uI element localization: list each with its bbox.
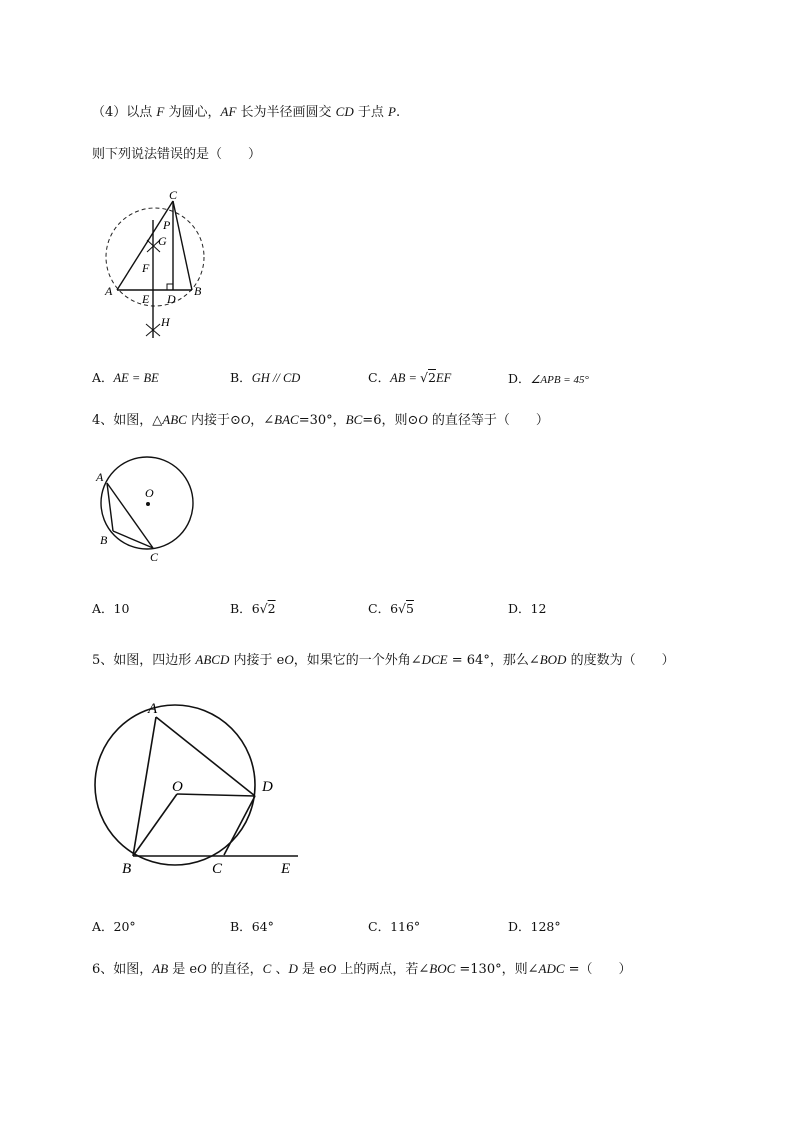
- q5-option-b[interactable]: B．64°: [230, 919, 274, 934]
- q3-option-c[interactable]: C．AB = √2EF: [368, 370, 452, 385]
- q4-option-c[interactable]: C．6√5: [368, 601, 414, 616]
- sqrt-sign: √: [259, 601, 268, 616]
- q3-question-text: 则下列说法错误的是（ ）: [92, 147, 262, 162]
- q5-option-a[interactable]: A．20°: [92, 919, 136, 934]
- q5-label-a: A: [148, 701, 158, 717]
- q3-label-h: H: [161, 315, 170, 329]
- q4-question-text: 4、如图，△ABC 内接于⊙O，∠BAC=30°，BC=6，则⊙O 的直径等于（ ）: [92, 412, 549, 428]
- q5-segment-ob: [133, 794, 177, 856]
- q3-label-d: D: [167, 292, 176, 306]
- q4-figure: [92, 455, 202, 570]
- q4-option-d[interactable]: D．12: [508, 601, 547, 616]
- q5-question-text: 5、如图，四边形 ABCD 内接于 eO，如果它的一个外角∠DCE = 64°，那么∠BOD 的度数为（ ）: [92, 652, 675, 668]
- q3-dashed-circle: [106, 208, 204, 306]
- q5-label-e: E: [281, 861, 291, 877]
- q5-segment-ad: [156, 717, 255, 796]
- q3-label-g: G: [158, 234, 167, 248]
- q4-label-a: A: [96, 470, 104, 484]
- q3-option-d[interactable]: D．∠APB = 45°: [508, 371, 589, 386]
- q5-segment-dc: [224, 796, 255, 855]
- q3-option-b[interactable]: B．GH // CD: [230, 370, 301, 385]
- q3-label-b: B: [194, 284, 202, 298]
- q4-option-a[interactable]: A．10: [92, 601, 130, 616]
- q5-label-o: O: [172, 779, 183, 795]
- q3-figure: [95, 180, 220, 345]
- q5-segment-ab: [133, 717, 156, 856]
- q5-segment-od: [177, 794, 255, 796]
- q3-label-a: A: [105, 284, 113, 298]
- q3-label-e: E: [142, 292, 150, 306]
- q5-label-d: D: [262, 779, 273, 795]
- q5-option-c[interactable]: C．116°: [368, 919, 421, 934]
- q6-question-text: 6、如图，AB 是 eO 的直径，C 、D 是 eO 上的两点，若∠BOC =130°，则∠ADC =（ ）: [92, 961, 632, 977]
- q5-label-c: C: [212, 861, 223, 877]
- sqrt-sign: √: [420, 370, 429, 385]
- q4-option-b[interactable]: B．6√2: [230, 601, 276, 616]
- q3-label-c: C: [169, 188, 178, 202]
- sqrt-sign: √: [398, 601, 406, 616]
- q3-right-angle-mark: [167, 284, 173, 290]
- q3-label-p: P: [163, 218, 171, 232]
- q3-option-a[interactable]: A．AE = BE: [92, 370, 159, 385]
- q5-figure: [92, 695, 307, 885]
- q3-step4-text: （4）以点 F 为圆心，AF 长为半径画圆交 CD 于点 P.: [92, 104, 401, 120]
- q5-label-b: B: [122, 861, 132, 877]
- q3-label-f: F: [142, 261, 150, 275]
- q4-center-dot: [146, 502, 150, 506]
- q4-label-b: B: [100, 533, 108, 547]
- q3-segment-bc: [173, 201, 192, 290]
- q5-option-d[interactable]: D．128°: [508, 919, 561, 934]
- q4-label-o: O: [145, 486, 154, 500]
- q4-label-c: C: [150, 550, 159, 564]
